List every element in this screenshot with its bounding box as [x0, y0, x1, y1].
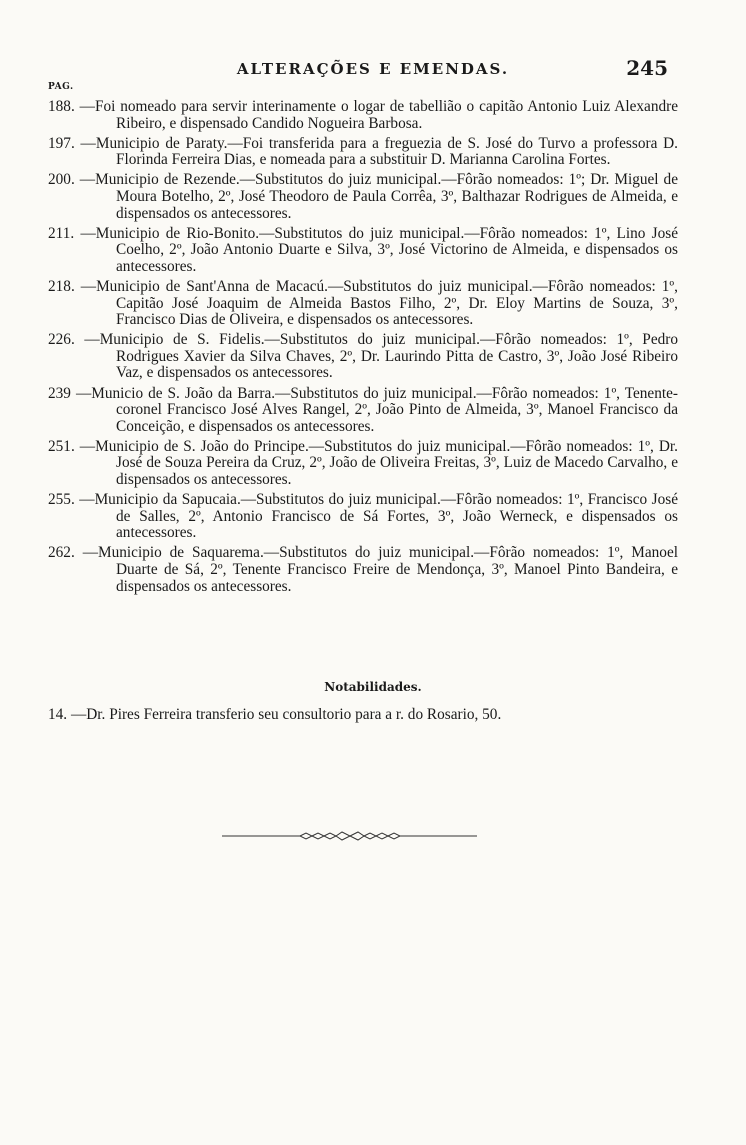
entry-text: —Municipio de Saquarema.—Substitutos do juiz municipal.—Fôrão nomeados: 1º, Manoel Duarte de Sá, 2º, Tenente Francisco Freire de Mendonça, 3º, Manoel Pinto Bandeira, e dispensados os antecessores.	[82, 544, 678, 595]
notice-item	[48, 706, 688, 723]
entry-text: —Municipio de S. João do Principe.—Substitutos do juiz municipal.—Fôrão nomeados: 1º, Dr. José de Souza Pereira da Cruz, 2º, João de Oliveira Freitas, 3º, Luiz de Macedo Carvalho, e dispensados os antecessores.	[79, 437, 678, 488]
entry-number: 188.	[48, 98, 75, 115]
ornament-chain	[300, 832, 400, 840]
entry-number: 211.	[48, 224, 75, 242]
entry-item	[48, 545, 678, 595]
entry-text: —Municipio de S. Fidelis.—Substitutos do juiz municipal.—Fôrão nomeados: 1º, Pedro Rodrigues Xavier da Silva Chaves, 2º, Dr. Laurindo Pitta de Castro, 3º, João José Ribeiro Vaz, e dispensados os antecessores.	[84, 331, 678, 382]
page-title: ALTERAÇÕES E EMENDAS.	[236, 60, 510, 78]
entry-item	[48, 226, 678, 276]
entries-list	[48, 99, 678, 599]
entry-number: 197.	[48, 134, 75, 152]
page-number: 245	[626, 56, 668, 80]
entry-text: —Municipio da Sapucaia.—Substitutos do juiz municipal.—Fôrão nomeados: 1º, Francisco José de Salles, 2º, Antonio Francisco de Sá Fortes, 3º, João Werneck, e dispensados os antecessores.	[79, 491, 679, 542]
entry-text: —Municipio de Paraty.—Foi transferida para a freguezia de S. José do Turvo a professora D. Florinda Ferreira Dias, e nomeada para a substituir D. Marianna Carolina Fortes.	[80, 134, 678, 169]
ornament-divider	[222, 830, 477, 842]
entry-item	[48, 99, 678, 132]
entry-text: —Municipio de Rezende.—Substitutos do juiz municipal.—Fôrão nomeados: 1º; Dr. Miguel de Moura Botelho, 2º, José Theodoro de Paula Corrêa, 3º, Balthazar Rodrigues de Almeida, e dispensados os antecessores.	[79, 171, 678, 222]
column-label: PAG.	[48, 82, 74, 92]
entry-number: 251.	[48, 437, 75, 455]
entry-text: —Municipio de Rio-Bonito.—Substitutos do juiz municipal.—Fôrão nomeados: 1º, Lino José Coelho, 2º, João Antonio Duarte e Silva, 3º, José Victorino de Almeida, e dispensados os antecessores.	[80, 224, 678, 275]
entry-number: 255.	[48, 491, 75, 509]
entry-number: 262.	[48, 544, 75, 562]
notice-number: 14.	[48, 706, 68, 723]
entry-number: 200.	[48, 171, 75, 189]
entry-item	[48, 332, 678, 382]
notice-text: —Dr. Pires Ferreira transferio seu consultorio para a r. do Rosario, 50.	[70, 706, 502, 723]
entry-item	[48, 439, 678, 489]
entry-item	[48, 172, 678, 222]
entry-item	[48, 492, 678, 542]
entry-text: —Foi nomeado para servir interinamente o logar de tabellião o capitão Antonio Luiz Alexandre Ribeiro, e dispensado Candido Nogueira Barbosa.	[79, 98, 678, 132]
entry-number: 218.	[48, 277, 75, 295]
entry-item	[48, 136, 678, 169]
section-heading: Notabilidades.	[324, 680, 422, 694]
entry-text: —Municipio de Sant'Anna de Macacú.—Substitutos do juiz municipal.—Fôrão nomeados: 1º, Capitão José Joaquim de Almeida Bastos Filho, 2º, Dr. Eloy Martins de Souza, 3º, Francisco Dias de Oliveira, e dispensados os antecessores.	[80, 277, 678, 329]
entry-text: —Municio de S. João da Barra.—Substitutos do juiz municipal.—Fôrão nomeados: 1º, Tenente-coronel Francisco José Alves Rangel, 2º, João Pinto de Almeida, 3º, Manoel Francisco da Conceição, e dispensados os antecessores.	[75, 384, 679, 435]
entry-number: 226.	[48, 331, 75, 349]
entry-item	[48, 279, 678, 329]
entry-item	[48, 386, 678, 436]
entry-number: 239	[48, 384, 71, 402]
